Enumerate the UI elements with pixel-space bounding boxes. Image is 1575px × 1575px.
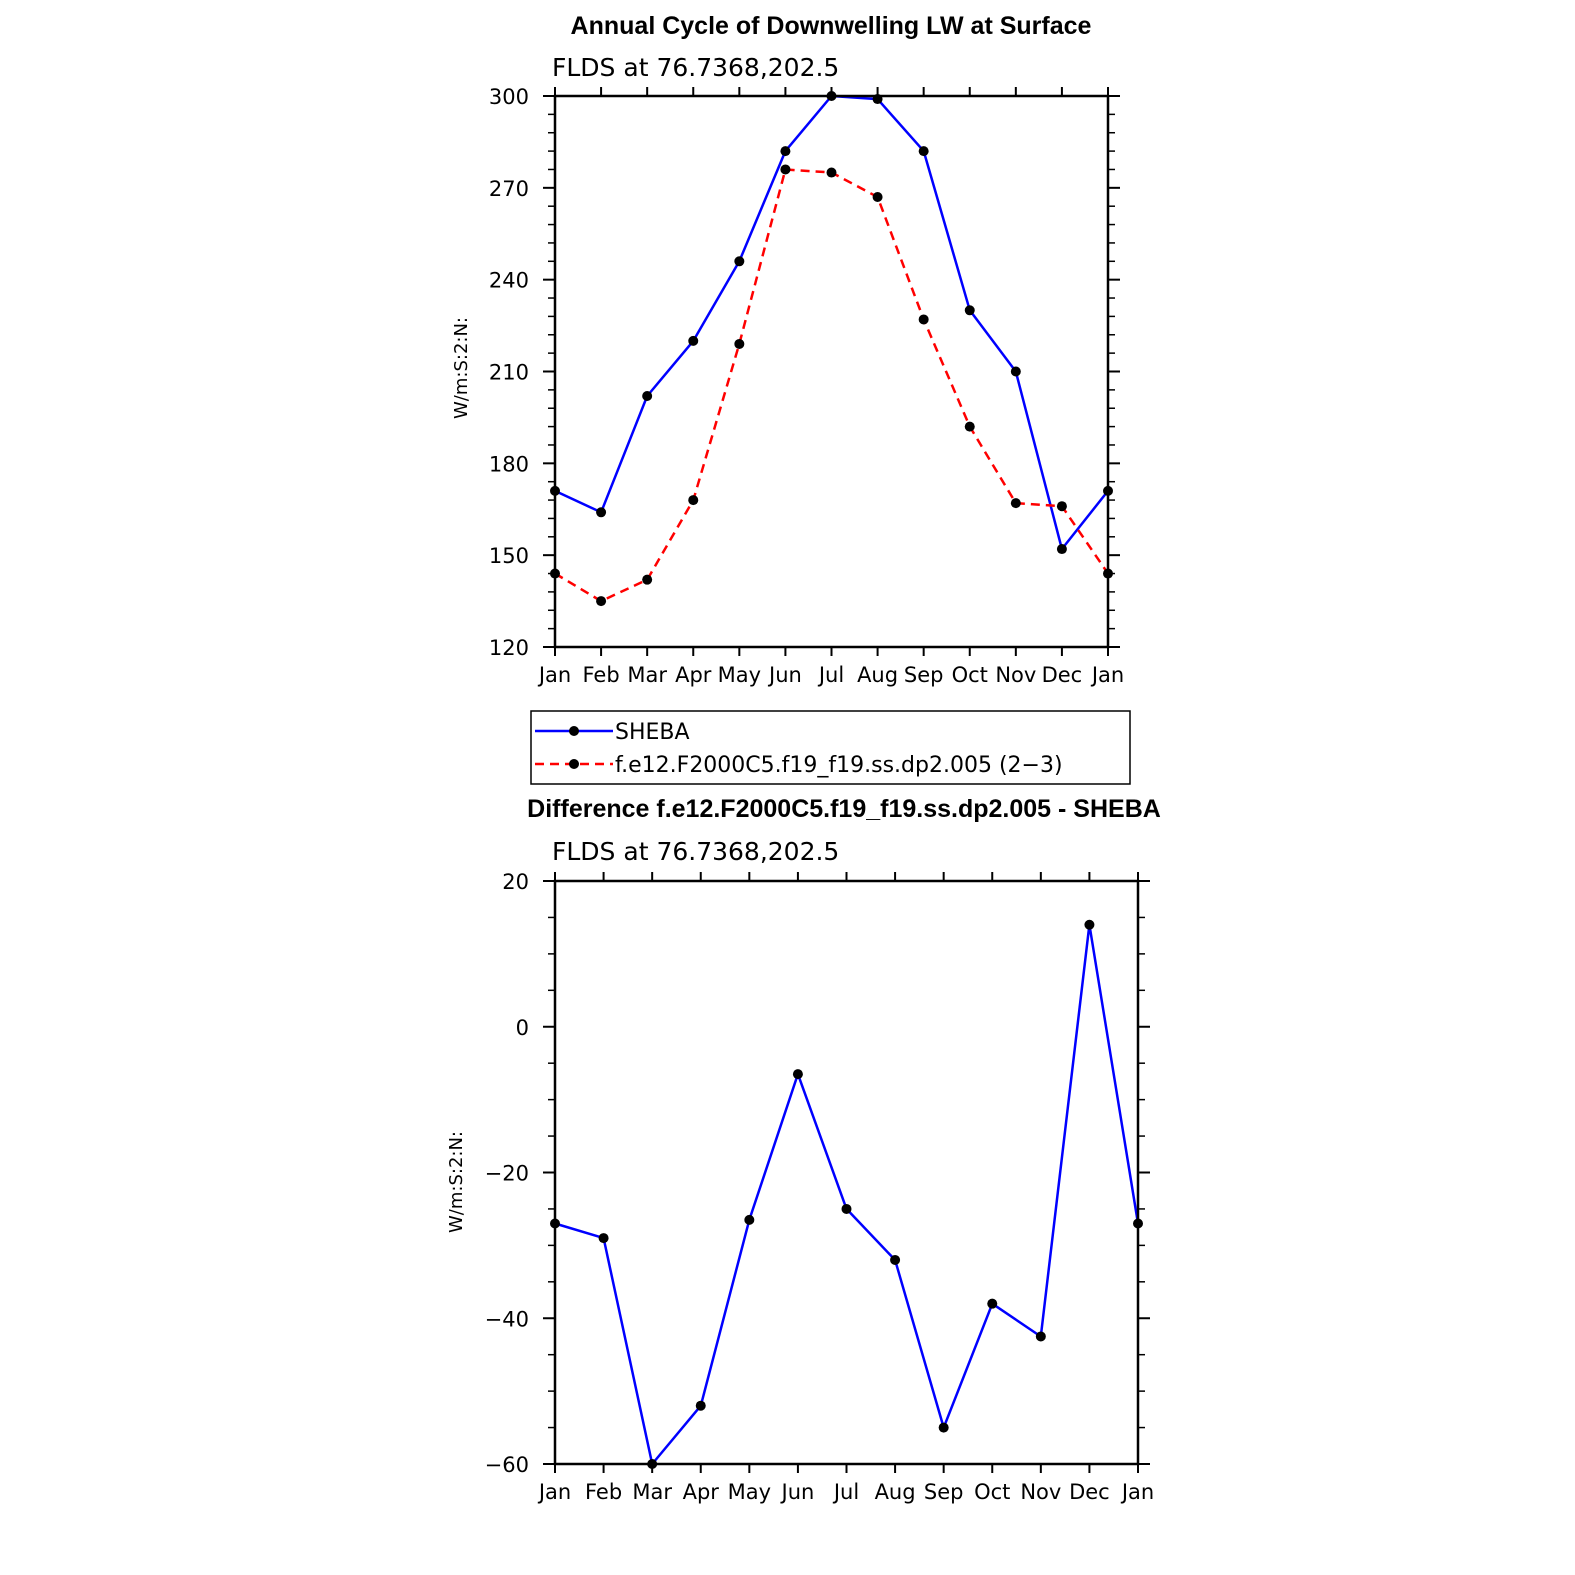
data-point: [965, 422, 975, 432]
y-tick-labels: [485, 870, 529, 1477]
data-point: [793, 1069, 803, 1079]
x-tick-label: Jul: [818, 663, 845, 687]
chart-title: Difference f.e12.F2000C5.f19_f19.ss.dp2.005 - SHEBA: [527, 795, 1161, 823]
x-tick-label: Sep: [923, 1480, 964, 1504]
annual-cycle-chart: [451, 12, 1130, 784]
x-tick-label: Jan: [538, 1480, 572, 1504]
y-tick-label: 150: [488, 544, 529, 569]
y-tick-labels: [489, 85, 529, 660]
y-tick-label: 120: [488, 636, 529, 660]
legend-marker-model: [569, 759, 579, 769]
data-point: [987, 1299, 997, 1309]
x-tick-label: Jan: [1091, 663, 1125, 687]
plot-frame: [555, 96, 1108, 647]
data-point: [599, 1233, 609, 1243]
data-point: [1011, 367, 1021, 377]
legend-entry-model: [535, 753, 1063, 778]
x-tick-labels: [537, 1480, 1154, 1504]
data-point: [642, 575, 652, 585]
x-tick-label: Jul: [833, 1480, 860, 1504]
x-tick-label: Feb: [584, 1480, 623, 1504]
x-tick-label: Jun: [781, 1480, 815, 1504]
y-tick-label: 180: [488, 452, 529, 477]
x-tick-label: May: [727, 1480, 772, 1504]
data-point: [873, 192, 883, 202]
y-axis-label: W/m:S:2:N:: [451, 317, 472, 419]
x-tick-label: Apr: [675, 663, 712, 687]
x-tick-label: Mar: [632, 1480, 672, 1504]
x-tick-label: Jun: [769, 663, 802, 687]
data-point: [780, 146, 790, 156]
legend: [531, 711, 1130, 784]
x-tick-label: Dec: [1069, 1480, 1110, 1504]
data-point: [688, 495, 698, 505]
legend-marker-sheba: [569, 726, 579, 736]
data-point: [1057, 544, 1067, 554]
y-tick-label: 0: [515, 1015, 529, 1040]
y-tick-label: −60: [484, 1453, 529, 1477]
x-tick-label: Oct: [951, 663, 988, 687]
series-line-0: [555, 925, 1138, 1464]
data-point: [842, 1204, 852, 1214]
y-tick-label: 210: [488, 360, 529, 385]
data-point: [1057, 501, 1067, 511]
x-tick-label: Jan: [1121, 1480, 1155, 1504]
data-point: [696, 1401, 706, 1411]
data-point: [780, 164, 790, 174]
data-point: [596, 596, 606, 606]
series-layer: [550, 920, 1143, 1469]
data-point: [734, 256, 744, 266]
series-line-1: [555, 170, 1108, 602]
data-point: [596, 507, 606, 517]
data-point: [827, 168, 837, 178]
series-line-0: [555, 96, 1108, 549]
legend-label-model: f.e12.F2000C5.f19_f19.ss.dp2.005 (2−3): [615, 753, 1063, 778]
data-point: [688, 336, 698, 346]
data-point: [744, 1215, 754, 1225]
x-tick-label: Jan: [538, 663, 572, 687]
y-axis-label: W/m:S:2:N:: [446, 1131, 467, 1233]
x-tick-label: Nov: [995, 663, 1037, 687]
legend-entry-sheba: [535, 720, 690, 745]
x-tick-label: May: [717, 663, 762, 687]
y-tick-label: 270: [488, 176, 529, 201]
difference-chart: [446, 795, 1161, 1504]
y-tick-label: −20: [484, 1161, 529, 1186]
data-point: [919, 314, 929, 324]
data-point: [642, 391, 652, 401]
x-tick-label: Aug: [857, 663, 899, 687]
data-point: [939, 1423, 949, 1433]
y-tick-label: 240: [488, 268, 529, 293]
x-tick-label: Feb: [582, 663, 620, 687]
chart-subtitle: FLDS at 76.7368,202.5: [552, 837, 840, 866]
data-point: [890, 1255, 900, 1265]
plot-frame: [555, 881, 1138, 1464]
x-tick-label: Nov: [1020, 1480, 1062, 1504]
x-tick-label: Dec: [1041, 663, 1083, 687]
data-point: [1011, 498, 1021, 508]
y-tick-label: −40: [484, 1307, 529, 1332]
data-point: [965, 305, 975, 315]
y-tick-label: 300: [488, 85, 529, 109]
data-point: [1036, 1331, 1046, 1341]
data-point: [919, 146, 929, 156]
x-tick-label: Apr: [682, 1480, 719, 1504]
x-tick-label: Sep: [903, 663, 944, 687]
data-point: [1084, 920, 1094, 930]
legend-label-sheba: SHEBA: [615, 720, 690, 745]
data-point: [734, 339, 744, 349]
series-layer: [550, 91, 1113, 606]
chart-subtitle: FLDS at 76.7368,202.5: [552, 53, 840, 82]
chart-title: Annual Cycle of Downwelling LW at Surface: [570, 12, 1092, 40]
x-tick-label: Aug: [874, 1480, 916, 1504]
x-tick-label: Oct: [974, 1480, 1011, 1504]
x-tick-labels: [537, 663, 1124, 687]
y-tick-label: 20: [502, 870, 529, 894]
x-tick-label: Mar: [627, 663, 667, 687]
